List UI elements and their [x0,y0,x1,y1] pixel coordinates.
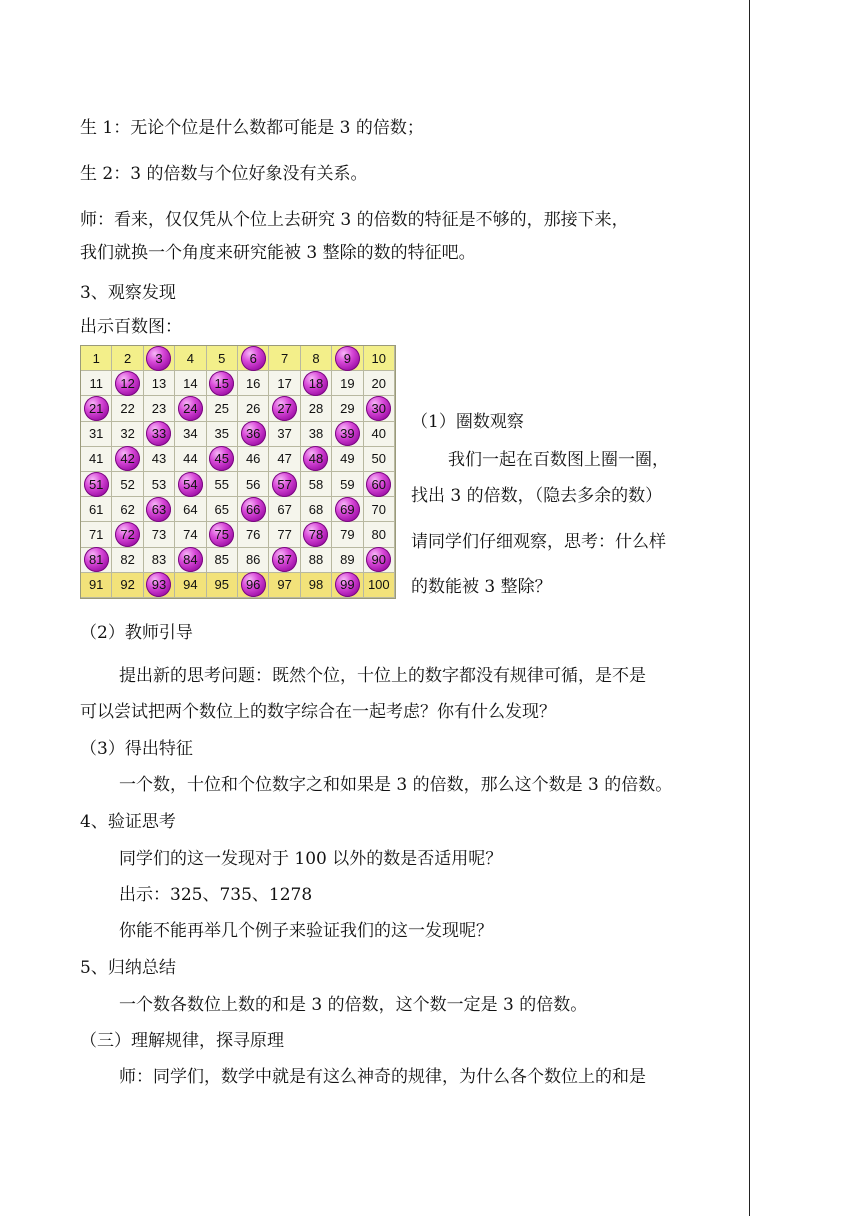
chart-cell [364,573,395,598]
chart-cell [175,447,206,472]
chart-cell [81,396,112,421]
chart-number: 52 [120,476,135,492]
verify-examples: 出示：325、735、1278 [119,885,313,905]
chart-cell [207,346,238,371]
chart-number: 55 [214,476,230,492]
chart-cell [269,548,300,573]
chart-cell [269,522,300,547]
chart-number: 79 [340,526,355,542]
chart-cell [175,371,206,396]
chart-number: 18 [308,375,324,391]
chart-cell [301,422,332,447]
chart-number: 59 [340,476,355,492]
chart-cell [81,522,112,547]
circle-instruction-1: 我们一起在百数图上圈一圈， [448,450,669,470]
chart-number: 5 [218,350,226,366]
chart-cell [112,396,143,421]
chart-number: 20 [371,375,387,391]
chart-number: 77 [277,526,292,542]
circle-question-2: 的数能被 3 整除？ [411,577,552,597]
chart-number: 71 [88,526,104,542]
chart-number: 54 [183,476,198,492]
chart-number: 19 [340,375,355,391]
chart-number: 11 [89,375,103,391]
chart-cell [81,497,112,522]
chart-number: 95 [214,577,230,593]
chart-number: 28 [308,400,324,416]
chart-cell [144,548,175,573]
feature-heading: （3）得出特征 [80,739,193,759]
chart-number: 66 [245,501,261,517]
chart-number: 34 [183,426,198,442]
chart-number: 62 [120,501,135,517]
chart-cell [238,422,269,447]
chart-number: 58 [308,476,324,492]
chart-cell [81,371,112,396]
chart-number: 83 [151,552,167,568]
teacher-line-2: 我们就换一个角度来研究能被 3 整除的数的特征吧。 [80,243,476,263]
chart-number: 17 [277,375,292,391]
chart-number: 56 [245,476,261,492]
chart-number: 9 [343,350,351,366]
chart-number: 3 [155,350,163,366]
chart-cell [175,396,206,421]
chart-cell [144,396,175,421]
chart-number: 6 [249,350,257,366]
chart-number: 22 [120,400,135,416]
chart-cell [269,422,300,447]
guide-text-2: 可以尝试把两个数位上的数字综合在一起考虑？你有什么发现？ [80,702,556,722]
chart-cell [238,497,269,522]
chart-cell [112,548,143,573]
chart-number: 67 [277,501,292,517]
chart-number: 82 [120,552,135,568]
chart-number: 38 [308,426,324,442]
verify-text-1: 同学们的这一发现对于 100 以外的数是否适用呢？ [119,849,503,869]
chart-number: 99 [340,577,355,593]
chart-number: 12 [120,375,135,391]
chart-number: 32 [120,426,135,442]
chart-number: 45 [214,451,230,467]
chart-cell [364,371,395,396]
chart-number: 35 [214,426,230,442]
chart-number: 13 [151,375,167,391]
chart-number: 49 [340,451,355,467]
chart-number: 33 [151,426,167,442]
chart-cell [269,346,300,371]
chart-cell [269,573,300,598]
chart-cell [112,573,143,598]
chart-cell [301,472,332,497]
chart-cell [301,548,332,573]
chart-cell [269,371,300,396]
chart-cell [269,396,300,421]
chart-cell [81,346,112,371]
chart-cell [332,522,363,547]
chart-number: 37 [277,426,292,442]
chart-number: 16 [245,375,261,391]
chart-number: 61 [88,501,104,517]
chart-cell [332,422,363,447]
chart-number: 1 [92,350,100,366]
chart-cell [81,548,112,573]
chart-cell [332,472,363,497]
chart-cell [301,396,332,421]
hundred-chart [80,345,396,599]
chart-cell [112,522,143,547]
section-4-heading: 4、验证思考 [80,812,176,832]
chart-cell [175,346,206,371]
chart-cell [207,447,238,472]
chart-number: 23 [151,400,167,416]
chart-cell [301,522,332,547]
chart-number: 8 [312,350,320,366]
chart-number: 63 [151,501,167,517]
student-1-line: 生 1：无论个位是什么数都可能是 3 的倍数； [80,118,424,138]
chart-number: 15 [214,375,230,391]
chart-number: 75 [214,526,230,542]
chart-number: 29 [340,400,355,416]
chart-cell [332,371,363,396]
chart-cell [238,548,269,573]
chart-number: 64 [183,501,198,517]
summary-text: 一个数各数位上数的和是 3 的倍数，这个数一定是 3 的倍数。 [119,995,588,1015]
chart-cell [332,396,363,421]
chart-cell [269,447,300,472]
chart-number: 2 [123,350,132,366]
chart-number: 60 [371,476,387,492]
chart-cell [238,396,269,421]
chart-cell [112,371,143,396]
chart-cell [238,346,269,371]
chart-cell [301,346,332,371]
chart-cell [81,472,112,497]
chart-cell [207,573,238,598]
chart-number: 43 [151,451,167,467]
chart-number: 36 [245,426,261,442]
chart-number: 46 [245,451,261,467]
chart-cell [144,422,175,447]
chart-cell [269,472,300,497]
chart-cell [269,497,300,522]
chart-number: 14 [183,375,198,391]
chart-cell [175,472,206,497]
chart-cell [364,346,395,371]
chart-number: 94 [183,577,198,593]
chart-cell [144,472,175,497]
chart-number: 88 [308,552,324,568]
chart-number: 24 [183,400,198,416]
chart-number: 97 [277,577,292,593]
chart-number: 48 [308,451,324,467]
chart-cell [144,497,175,522]
chart-number: 70 [371,501,387,517]
teacher-line-1: 师：看来，仅仅凭从个位上去研究 3 的倍数的特征是不够的，那接下来， [80,210,629,230]
chart-cell [364,472,395,497]
chart-cell [175,573,206,598]
chart-number: 98 [308,577,324,593]
chart-number: 69 [340,501,355,517]
chart-cell [364,422,395,447]
chart-number: 65 [214,501,230,517]
chart-number: 53 [151,476,167,492]
chart-number: 39 [340,426,355,442]
chart-number: 4 [186,350,194,366]
chart-number: 85 [214,552,230,568]
chart-number: 30 [371,400,387,416]
chart-cell [364,447,395,472]
chart-cell [81,422,112,447]
chart-number: 87 [277,552,292,568]
chart-cell [332,346,363,371]
chart-cell [364,396,395,421]
chart-cell [112,346,143,371]
chart-cell [301,447,332,472]
chart-cell [332,573,363,598]
circle-question-1: 请同学们仔细观察，思考：什么样 [411,532,666,552]
chart-cell [207,396,238,421]
chart-cell [144,573,175,598]
teacher-guide-heading: （2）教师引导 [80,623,193,643]
show-chart-line: 出示百数图： [80,317,182,337]
chart-number: 40 [371,426,387,442]
chart-number: 21 [88,400,104,416]
chart-number: 41 [88,451,104,467]
chart-cell [238,447,269,472]
chart-cell [332,497,363,522]
chart-number: 81 [88,552,104,568]
chart-number: 84 [183,552,198,568]
chart-number: 42 [120,451,135,467]
chart-number: 31 [88,426,104,442]
chart-number: 73 [151,526,167,542]
circle-instruction-2: 找出 3 的倍数，（隐去多余的数） [411,486,663,506]
chart-cell [364,522,395,547]
section-5-heading: 5、归纳总结 [80,958,176,978]
chart-cell [301,497,332,522]
chart-cell [238,371,269,396]
chart-number: 47 [277,451,292,467]
student-2-line: 生 2：3 的倍数与个位好象没有关系。 [80,164,368,184]
chart-number: 50 [371,451,387,467]
chart-number: 90 [371,552,387,568]
chart-number: 10 [371,350,387,366]
chart-cell [144,346,175,371]
chart-cell [81,447,112,472]
chart-number: 89 [340,552,355,568]
chart-cell [144,371,175,396]
chart-number: 7 [280,350,289,366]
circle-observe-heading: （1）圈数观察 [411,412,524,432]
chart-cell [207,548,238,573]
chart-number: 72 [120,526,135,542]
chart-number: 57 [277,476,292,492]
chart-number: 91 [88,577,104,593]
section-3-heading: 3、观察发现 [80,283,176,303]
chart-cell [301,371,332,396]
chart-number: 44 [183,451,198,467]
guide-text-1: 提出新的思考问题：既然个位，十位上的数字都没有规律可循，是不是 [119,666,646,686]
chart-cell [207,472,238,497]
chart-number: 76 [245,526,261,542]
chart-cell [238,472,269,497]
chart-cell [175,548,206,573]
chart-cell [175,522,206,547]
verify-text-2: 你能不能再举几个例子来验证我们的这一发现呢？ [119,921,493,941]
chart-cell [364,497,395,522]
chart-cell [112,497,143,522]
chart-number: 92 [120,577,135,593]
chart-cell [364,548,395,573]
chart-number: 68 [308,501,324,517]
chart-number: 26 [245,400,261,416]
chart-cell [112,422,143,447]
chart-number: 27 [277,400,292,416]
teacher-closing-line: 师：同学们，数学中就是有这么神奇的规律，为什么各个数位上的和是 [119,1067,646,1087]
chart-number: 100 [367,577,390,593]
chart-number: 86 [245,552,261,568]
feature-text: 一个数，十位和个位数字之和如果是 3 的倍数，那么这个数是 3 的倍数。 [119,775,673,795]
chart-number: 80 [371,526,387,542]
chart-cell [207,497,238,522]
chart-number: 51 [88,476,104,492]
chart-number: 25 [214,400,230,416]
chart-cell [332,548,363,573]
table-border-right [749,0,750,1216]
chart-cell [144,522,175,547]
chart-cell [144,447,175,472]
chart-cell [112,447,143,472]
chart-cell [175,497,206,522]
chart-cell [112,472,143,497]
chart-cell [207,522,238,547]
chart-cell [301,573,332,598]
chart-cell [81,573,112,598]
chart-cell [175,422,206,447]
part-3-heading: （三）理解规律，探寻原理 [80,1031,284,1051]
chart-cell [238,573,269,598]
chart-number: 93 [151,577,167,593]
chart-cell [207,371,238,396]
chart-cell [332,447,363,472]
chart-cell [238,522,269,547]
chart-number: 74 [183,526,198,542]
chart-cell [207,422,238,447]
chart-number: 96 [245,577,261,593]
chart-number: 78 [308,526,324,542]
